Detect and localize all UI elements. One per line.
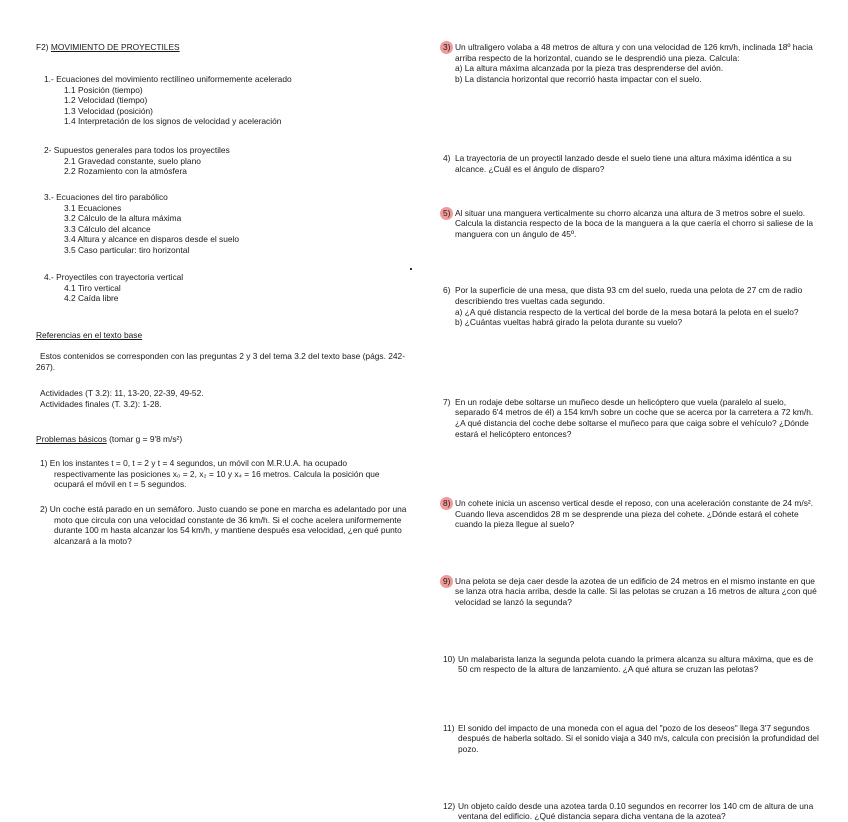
problem-item xyxy=(40,504,414,546)
question-number: 7) xyxy=(443,396,451,407)
question-4 xyxy=(443,153,821,174)
question-number: 6) xyxy=(443,285,451,296)
section-item: 1.1 Posición (tiempo) xyxy=(64,84,143,95)
question-text: Un malabarista lanza la segunda pelota cuando la primera alcanza su altura máxima, que es de 50 cm respecto de la altura de lanzamiento. ¿A qué altura se cruzan las pelotas? xyxy=(458,653,814,675)
title-prefix: F2) xyxy=(36,42,51,52)
question-text: En un rodaje debe soltarse un muñeco desde un helicóptero que vuela (paralelo al suelo, separado 6'4 metros de él) a 154 km/h sobre un coche que se acerca por la carretera a 72 km/h. ¿A qué distancia del coche debe soltarse el muñeco para que caiga sobre el vehículo? ¿Dónde estará el helicóptero entonces? xyxy=(455,396,814,439)
question-text: Por la superficie de una mesa, que dista 93 cm del suelo, rueda una pelota de 27 cm de radio describiendo tres vueltas cada segundo. xyxy=(455,285,803,306)
section-heading: 3.- Ecuaciones del tiro parabólico xyxy=(44,192,168,202)
question-number: 12) xyxy=(443,800,456,811)
question-6 xyxy=(443,285,821,327)
question-text: El sonido del impacto de una moneda con el agua del "pozo de los deseos" llega 3'7 segundos después de haberla soltado. Si el sonido viaja a 340 m/s, calcula con precisión la profundidad del pozo. xyxy=(458,722,819,755)
section-item: 2.1 Gravedad constante, suelo plano xyxy=(64,155,201,166)
section-item: 3.2 Cálculo de la altura máxima xyxy=(64,213,182,224)
problems-heading xyxy=(36,434,416,445)
question-9 xyxy=(443,576,821,608)
question-number: 3) xyxy=(443,42,451,52)
problems-title: Problemas básicos xyxy=(36,434,107,444)
section-item: 3.4 Altura y alcance en disparos desde el suelo xyxy=(64,234,240,245)
question-10 xyxy=(443,654,821,675)
section-item: 1.2 Velocidad (tiempo) xyxy=(64,95,148,106)
section-item: 1.3 Velocidad (posición) xyxy=(64,105,153,116)
references-heading xyxy=(36,330,416,341)
question-text: Una pelota se deja caer desde la azotea de un edificio de 24 metros en el mismo instante en que se lanza otra hacia arriba, desde la calle. Si las pelotas se cruzan a 16 metros de altura ¿con qué velocidad se lanzó la segunda? xyxy=(455,575,817,608)
section-heading: 4.- Proyectiles con trayectoria vertical xyxy=(44,272,184,282)
section-item: 4.1 Tiro vertical xyxy=(64,282,121,293)
references-text: Estos contenidos se corresponden con las preguntas 2 y 3 del tema 3.2 del texto base (págs. 242-267). xyxy=(36,351,406,372)
question-subitem: a) ¿A qué distancia respecto de la vertical del borde de la mesa botará la pelota en el suelo? xyxy=(455,306,799,317)
problem-item xyxy=(40,458,410,490)
section-heading: 1.- Ecuaciones del movimiento rectilíneo uniformemente acelerado xyxy=(44,74,292,84)
references-title: Referencias en el texto base xyxy=(36,330,143,340)
question-8 xyxy=(443,498,821,530)
question-number: 10) xyxy=(443,653,456,664)
problems-note: (tomar g = 9'8 m/s²) xyxy=(109,434,183,444)
section-item: 3.1 Ecuaciones xyxy=(64,202,122,213)
section-3 xyxy=(36,192,416,256)
section-item: 3.3 Cálculo del alcance xyxy=(64,223,151,234)
question-number: 9) xyxy=(443,575,451,586)
section-item: 4.2 Caída libre xyxy=(64,293,119,304)
problem-number: 2) xyxy=(40,504,48,514)
section-1 xyxy=(36,74,416,127)
section-item: 1.4 Interpretación de los signos de velocidad y aceleración xyxy=(64,116,282,127)
question-5 xyxy=(443,208,821,240)
question-text: Un cohete inicia un ascenso vertical desde el reposo, con una aceleración constante de 24 m/s². Cuando lleva ascendidos 28 m se desprende una pieza del cohete. ¿Dónde estará el cohete cuando la pieza llegue al suelo? xyxy=(455,498,814,530)
question-text: La trayectoria de un proyectil lanzado desde el suelo tiene una altura máxima idéntica a su alcance. ¿Cuál es el ángulo de disparo? xyxy=(455,153,792,174)
section-2 xyxy=(36,145,416,177)
question-12 xyxy=(443,801,821,822)
activities-line-1: Actividades (T 3.2): 11, 13-20, 22-39, 49-52. xyxy=(40,388,204,398)
problem-text: Un coche está parado en un semáforo. Justo cuando se pone en marcha es adelantado por una moto que circula con una velocidad constante de 36 km/h. Si el coche acelera uniformemente durante 100 m hasta alcanzar los 54 km/h, y mantiene después esa velocidad, ¿en qué punto alcanzará a la moto? xyxy=(49,504,407,546)
problem-number: 1) xyxy=(40,458,48,468)
section-4 xyxy=(36,272,416,304)
section-item: 2.2 Rozamiento con la atmósfera xyxy=(64,166,187,177)
question-3 xyxy=(443,42,821,84)
question-number: 8) xyxy=(443,498,451,509)
question-number: 11) xyxy=(443,722,455,733)
question-number: 4) xyxy=(443,153,451,164)
question-text: Un ultraligero volaba a 48 metros de altura y con una velocidad de 126 km/h, inclinada 18º hacia arriba respecto de la horizontal, cuando se le desprendió una pieza. Calcula: xyxy=(455,42,813,63)
question-7 xyxy=(443,397,821,439)
question-number: 5) xyxy=(443,207,451,218)
page-title xyxy=(36,42,416,53)
title-text: MOVIMIENTO DE PROYECTILES xyxy=(50,42,180,52)
question-11 xyxy=(443,723,821,755)
question-subitem: a) La altura máxima alcanzada por la pieza tras desprenderse del avión. xyxy=(455,63,724,74)
section-heading: 2- Supuestos generales para todos los proyectiles xyxy=(44,145,230,155)
section-item: 3.5 Caso particular: tiro horizontal xyxy=(64,244,190,255)
question-subitem: b) ¿Cuántas vueltas habrá girado la pelota durante su vuelo? xyxy=(455,317,683,328)
activities-line-2: Actividades finales (T. 3.2): 1-28. xyxy=(40,399,162,409)
question-subitem: b) La distancia horizontal que recorrió hasta impactar con el suelo. xyxy=(455,73,702,84)
question-text: Al situar una manguera verticalmente su chorro alcanza una altura de 3 metros sobre el suelo. Calcula la distancia respecto de la boca de la manguera a la que caería el chorro si saliese de la manguera con un ángulo de 45º. xyxy=(455,207,814,239)
right-column xyxy=(443,0,821,822)
stray-dot xyxy=(410,268,412,270)
question-text: Un objeto caído desde una azotea tarda 0.10 segundos en recorrer los 140 cm de altura de una ventana del edificio. ¿Qué distancia separa dicha ventana de la azotea? xyxy=(458,800,814,822)
problem-text: En los instantes t = 0, t = 2 y t = 4 segundos, un móvil con M.R.U.A. ha ocupado respectivamente las posiciones x₀ = 2, x₂ = 10 y x₄ = 16 metros. Calcula la posición que ocupará el móvil en t = 5 segundos. xyxy=(49,458,380,490)
